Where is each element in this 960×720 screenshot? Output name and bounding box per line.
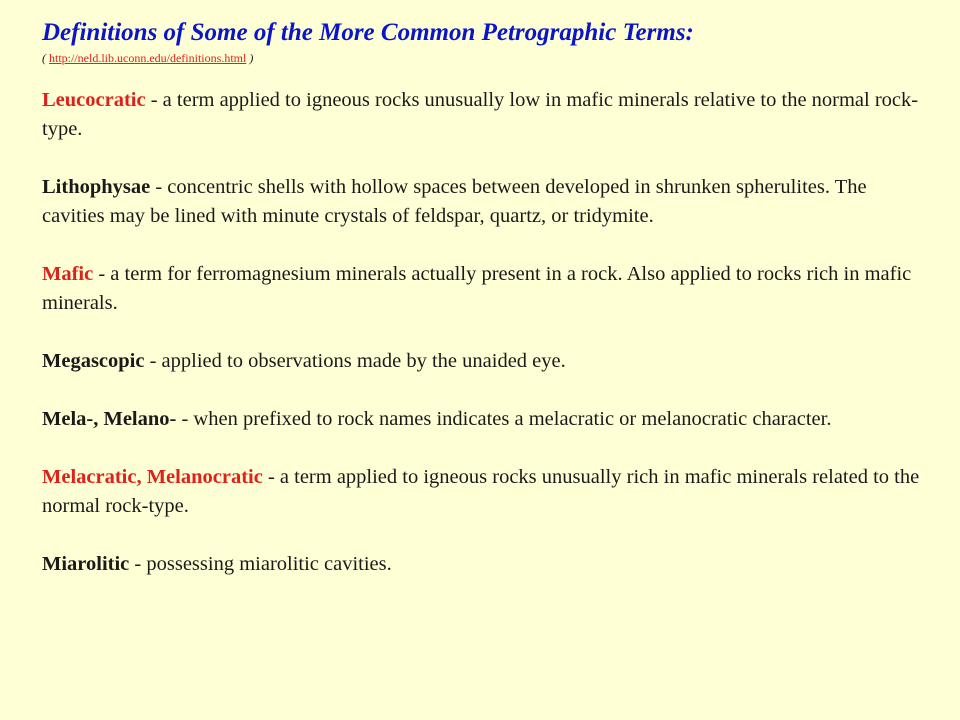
definition-entry-mela-melano (42, 405, 920, 434)
term-mela-melano: Mela-, Melano- (42, 408, 177, 430)
term-mafic: Mafic (42, 263, 94, 285)
term-megascopic: Megascopic (42, 350, 145, 372)
definition-melacratic: - a term applied to igneous rocks unusually rich in mafic minerals related to the normal rock-type. (42, 466, 920, 517)
definition-miarolitic: - possessing miarolitic cavities. (129, 553, 392, 575)
term-melacratic: Melacratic, Melanocratic (42, 466, 263, 488)
definition-entry-melacratic (42, 463, 920, 521)
definition-entry-lithophysae (42, 173, 920, 231)
term-lithophysae: Lithophysae (42, 176, 151, 198)
definition-megascopic: - applied to observations made by the unaided eye. (144, 350, 566, 372)
definition-lithophysae: - concentric shells with hollow spaces between developed in shrunken spherulites. The cavities may be lined with minute crystals of feldspar, quartz, or tridymite. (42, 176, 867, 227)
definition-entry-leucocratic (42, 86, 920, 144)
source-close-paren: ) (246, 51, 254, 65)
definition-entry-mafic (42, 260, 920, 318)
definition-list (42, 86, 920, 579)
definition-mela-melano: - when prefixed to rock names indicates a melacratic or melanocratic character. (176, 408, 832, 430)
page-title: Definitions of Some of the More Common Petrographic Terms: (42, 19, 694, 46)
definition-mafic: - a term for ferromagnesium minerals actually present in a rock. Also applied to rocks rich in mafic minerals. (42, 263, 912, 314)
term-miarolitic: Miarolitic (42, 553, 130, 575)
term-leucocratic: Leucocratic (42, 89, 146, 111)
source-citation (42, 50, 920, 66)
source-link[interactable]: http://neld.lib.uconn.edu/definitions.html (49, 51, 247, 65)
source-open-paren: ( (42, 51, 49, 65)
definition-leucocratic: - a term applied to igneous rocks unusually low in mafic minerals relative to the normal rock-type. (42, 89, 919, 140)
definition-entry-miarolitic (42, 550, 920, 579)
definition-entry-megascopic (42, 347, 920, 376)
